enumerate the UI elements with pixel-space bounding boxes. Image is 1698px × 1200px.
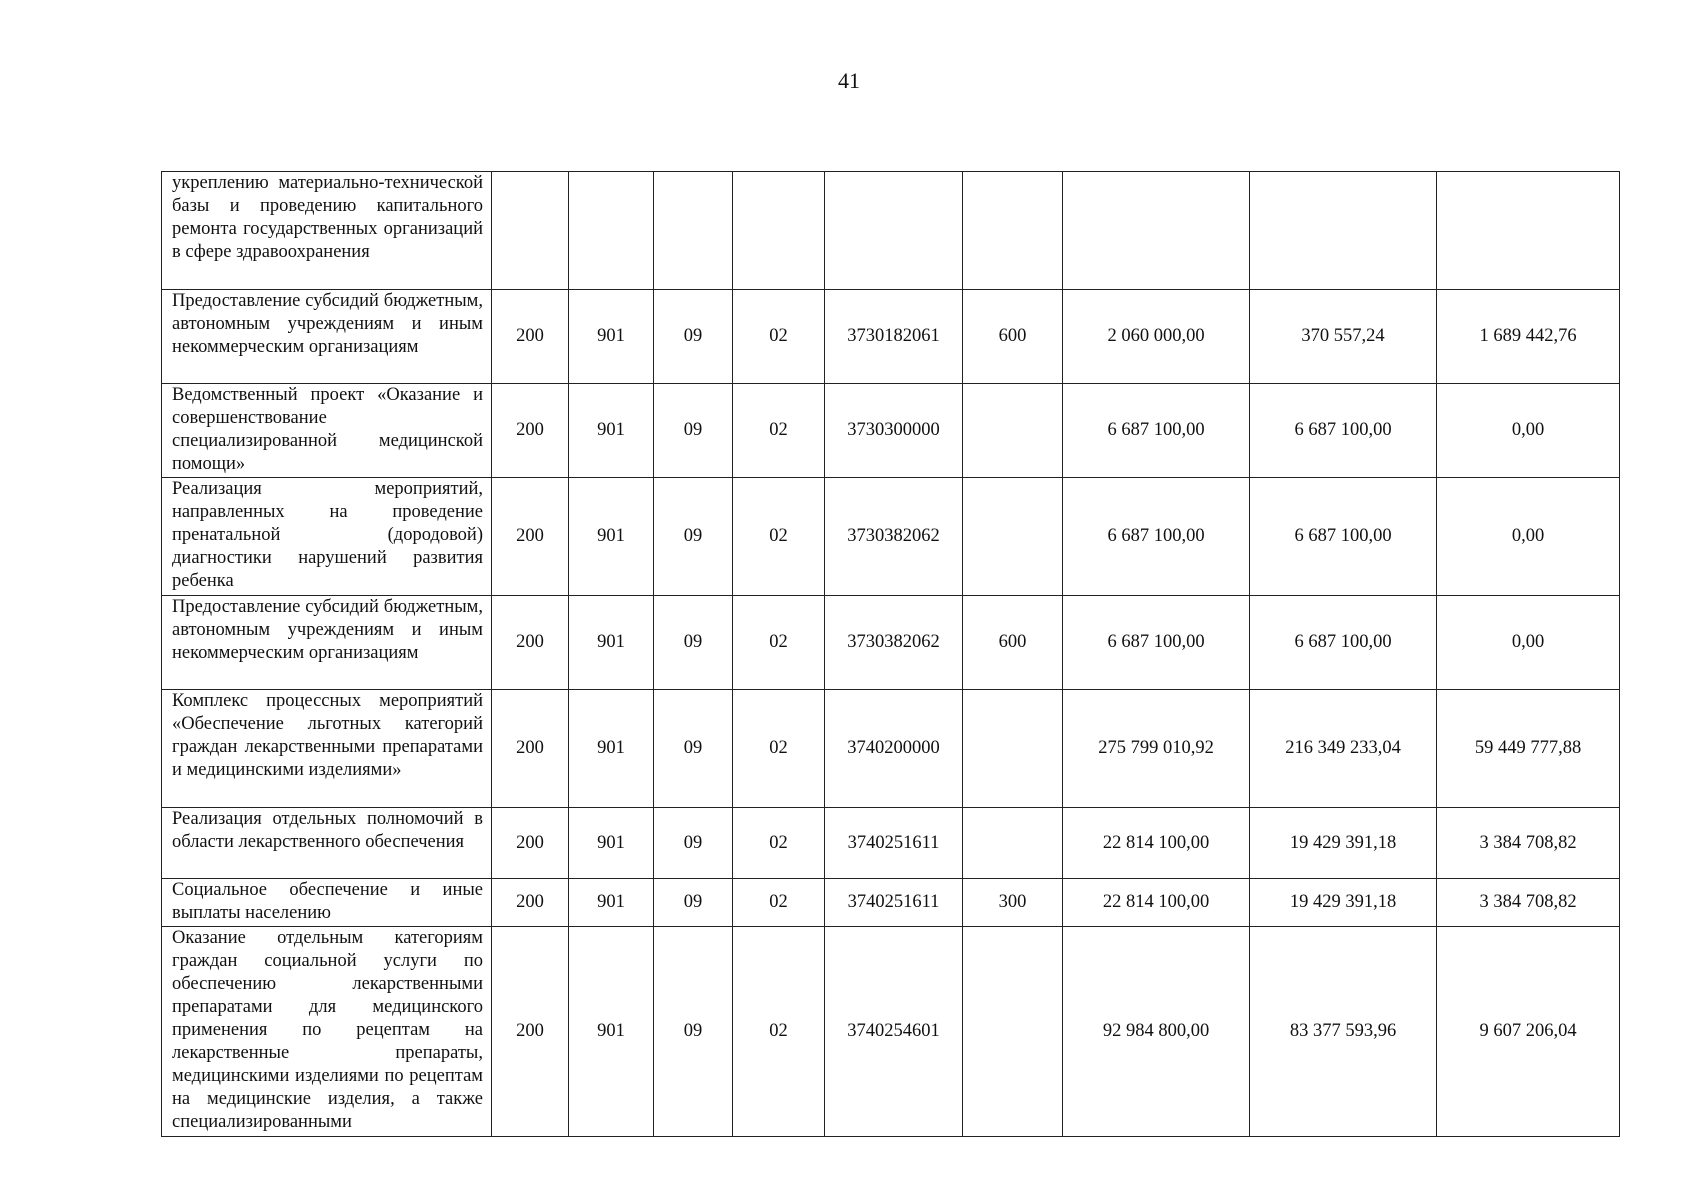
- amount-cell: [1437, 172, 1620, 290]
- amount-cell: 370 557,24: [1250, 290, 1437, 384]
- code-cell: 901: [569, 879, 654, 927]
- code-cell: 3740200000: [825, 690, 963, 808]
- code-cell: 901: [569, 384, 654, 478]
- amount-cell: 3 384 708,82: [1437, 879, 1620, 927]
- amount-cell: 19 429 391,18: [1250, 808, 1437, 879]
- amount-cell: 6 687 100,00: [1250, 384, 1437, 478]
- code-cell: 200: [492, 879, 569, 927]
- table-row: [162, 290, 1620, 384]
- amount-cell: 6 687 100,00: [1250, 478, 1437, 596]
- amount-cell: 0,00: [1437, 384, 1620, 478]
- code-cell: 3730382062: [825, 596, 963, 690]
- code-cell: 901: [569, 927, 654, 1137]
- code-cell: 09: [654, 596, 733, 690]
- code-cell: 09: [654, 690, 733, 808]
- budget-table: [161, 171, 1620, 1137]
- page-number: 41: [838, 68, 860, 93]
- code-cell: 200: [492, 690, 569, 808]
- code-cell: 3740251611: [825, 808, 963, 879]
- amount-cell: 216 349 233,04: [1250, 690, 1437, 808]
- code-cell: 200: [492, 808, 569, 879]
- table-row: [162, 596, 1620, 690]
- code-cell: 3730182061: [825, 290, 963, 384]
- amount-cell: 0,00: [1437, 596, 1620, 690]
- amount-cell: 9 607 206,04: [1437, 927, 1620, 1137]
- code-cell: [569, 172, 654, 290]
- code-cell: 901: [569, 808, 654, 879]
- code-cell: 200: [492, 596, 569, 690]
- amount-cell: 92 984 800,00: [1063, 927, 1250, 1137]
- table-row: [162, 879, 1620, 927]
- code-cell: 200: [492, 290, 569, 384]
- amount-cell: 59 449 777,88: [1437, 690, 1620, 808]
- code-cell: 02: [733, 808, 825, 879]
- row-description: Предоставление субсидий бюджетным, автономным учреждениям и иным некоммерческим организациям: [162, 290, 492, 384]
- code-cell: [963, 172, 1063, 290]
- code-cell: 02: [733, 384, 825, 478]
- row-description: Социальное обеспечение и иные выплаты населению: [162, 879, 492, 927]
- row-description: Оказание отдельным категориям граждан социальной услуги по обеспечению лекарственными препаратами для медицинского применения по рецептам на лекарственные препараты, медицинскими изделиями по рецептам на медицинские изделия, а также специализированными: [162, 927, 492, 1137]
- amount-cell: 83 377 593,96: [1250, 927, 1437, 1137]
- code-cell: [492, 172, 569, 290]
- amount-cell: 1 689 442,76: [1437, 290, 1620, 384]
- code-cell: 02: [733, 290, 825, 384]
- amount-cell: 22 814 100,00: [1063, 879, 1250, 927]
- code-cell: 200: [492, 478, 569, 596]
- code-cell: [963, 384, 1063, 478]
- code-cell: 3730382062: [825, 478, 963, 596]
- row-description: Ведомственный проект «Оказание и совершенствование специализированной медицинской помощи»: [162, 384, 492, 478]
- code-cell: 02: [733, 879, 825, 927]
- code-cell: 901: [569, 290, 654, 384]
- code-cell: [963, 927, 1063, 1137]
- table-row: [162, 690, 1620, 808]
- code-cell: 09: [654, 879, 733, 927]
- amount-cell: 6 687 100,00: [1250, 596, 1437, 690]
- code-cell: 200: [492, 927, 569, 1137]
- amount-cell: 275 799 010,92: [1063, 690, 1250, 808]
- code-cell: 3730300000: [825, 384, 963, 478]
- code-cell: [733, 172, 825, 290]
- code-cell: 02: [733, 596, 825, 690]
- code-cell: 600: [963, 596, 1063, 690]
- amount-cell: 3 384 708,82: [1437, 808, 1620, 879]
- code-cell: 09: [654, 808, 733, 879]
- table-row: [162, 384, 1620, 478]
- row-description: Комплекс процессных мероприятий «Обеспечение льготных категорий граждан лекарственными препаратами и медицинскими изделиями»: [162, 690, 492, 808]
- code-cell: 09: [654, 384, 733, 478]
- table-row: [162, 172, 1620, 290]
- code-cell: 901: [569, 690, 654, 808]
- table-row: [162, 478, 1620, 596]
- amount-cell: 19 429 391,18: [1250, 879, 1437, 927]
- amount-cell: [1250, 172, 1437, 290]
- code-cell: 02: [733, 690, 825, 808]
- amount-cell: 6 687 100,00: [1063, 384, 1250, 478]
- code-cell: 02: [733, 478, 825, 596]
- code-cell: 200: [492, 384, 569, 478]
- code-cell: 02: [733, 927, 825, 1137]
- code-cell: [963, 690, 1063, 808]
- amount-cell: 2 060 000,00: [1063, 290, 1250, 384]
- code-cell: 600: [963, 290, 1063, 384]
- code-cell: 901: [569, 596, 654, 690]
- row-description: Реализация мероприятий, направленных на проведение пренатальной (дородовой) диагностики нарушений развития ребенка: [162, 478, 492, 596]
- row-description: укреплению материально-технической базы и проведению капитального ремонта государственных организаций в сфере здравоохранения: [162, 172, 492, 290]
- row-description: Предоставление субсидий бюджетным, автономным учреждениям и иным некоммерческим организациям: [162, 596, 492, 690]
- code-cell: 300: [963, 879, 1063, 927]
- code-cell: 09: [654, 478, 733, 596]
- code-cell: 09: [654, 290, 733, 384]
- amount-cell: 22 814 100,00: [1063, 808, 1250, 879]
- code-cell: 901: [569, 478, 654, 596]
- code-cell: [963, 808, 1063, 879]
- amount-cell: [1063, 172, 1250, 290]
- amount-cell: 0,00: [1437, 478, 1620, 596]
- code-cell: 09: [654, 927, 733, 1137]
- amount-cell: 6 687 100,00: [1063, 596, 1250, 690]
- table-row: [162, 927, 1620, 1137]
- code-cell: 3740251611: [825, 879, 963, 927]
- code-cell: [963, 478, 1063, 596]
- code-cell: [825, 172, 963, 290]
- code-cell: [654, 172, 733, 290]
- amount-cell: 6 687 100,00: [1063, 478, 1250, 596]
- code-cell: 3740254601: [825, 927, 963, 1137]
- table-row: [162, 808, 1620, 879]
- row-description: Реализация отдельных полномочий в области лекарственного обеспечения: [162, 808, 492, 879]
